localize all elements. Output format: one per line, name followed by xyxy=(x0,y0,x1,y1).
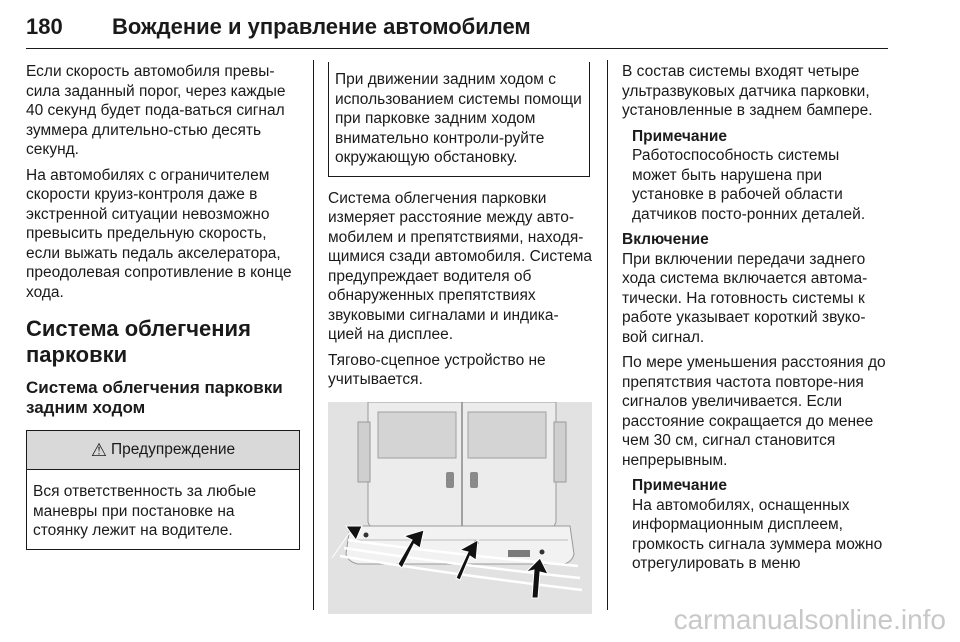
paragraph-sensors: В состав системы входят четыре ультразвуковых датчика парковки, установленные в заднем бампере. xyxy=(622,63,873,119)
column-left xyxy=(26,62,300,550)
caution-text: При движении задним ходом с использованием системы помощи при парковке задним ходом внимательно контроли-руйте окружающую обстановку. xyxy=(335,71,582,166)
warning-box xyxy=(26,430,300,550)
rear-bumper-sensors-figure xyxy=(328,402,592,614)
subsection-title: Система облегчения парковки задним ходом xyxy=(26,378,283,417)
warning-text: Вся ответственность за любые маневры при постановке на стоянку лежит на водителе. xyxy=(33,483,257,539)
section-title: Система облегчения парковки xyxy=(26,316,251,367)
note-1-text: Работоспособность системы может быть нарушена при установке в рабочей области датчиков посто-ронних деталей. xyxy=(632,147,866,223)
paragraph-activation: При включении передачи заднего хода система включается автома-тически. На готовность системы к работе указывает короткий звуко-вой сигнал. xyxy=(622,250,868,346)
page-number: 180 xyxy=(26,14,63,39)
header-divider xyxy=(26,48,888,49)
paragraph-speed-limiter: На автомобилях с ограничителем скорости круиз-контроля даже в экстренной ситуации невозможно превысить предельную скорость, если выжать педаль акселератора, преодолевая сопротивление в конце хода. xyxy=(26,166,292,301)
column-middle xyxy=(328,62,592,619)
note-1-title: Примечание xyxy=(632,127,727,145)
note-1 xyxy=(622,127,888,225)
paragraph-system-description: Система облегчения парковки измеряет расстояние между авто-мобилем и препятствиями, находя-щимися сзади автомобиля. Система предупреждает водителя об обнаруженных препятствиях звуковыми сигналами и индика-цией на дисплее. xyxy=(328,189,593,343)
page-header xyxy=(26,10,888,50)
warning-triangle-icon: ⚠ xyxy=(90,439,107,460)
column-divider-1 xyxy=(313,60,314,610)
column-right xyxy=(622,62,888,580)
paragraph-towbar: Тягово-сцепное устройство не учитывается. xyxy=(328,351,546,388)
warning-body xyxy=(27,470,299,549)
warning-header xyxy=(27,430,299,470)
paragraph-speed-buzzer: Если скорость автомобиля превы-сила заданный порог, через каждые 40 секунд будет пода-ваться сигнал зуммера длительно-стью десять секунд. xyxy=(26,63,286,158)
column-divider-2 xyxy=(607,60,608,610)
warning-title: Предупреждение xyxy=(110,441,236,458)
activation-title: Включение xyxy=(622,231,709,248)
note-2 xyxy=(622,476,888,574)
caution-box xyxy=(328,62,590,177)
chapter-title: Вождение и управление автомобилем xyxy=(112,14,531,39)
paragraph-signal-frequency: По мере уменьшения расстояния до препятствия частота повторе-ния сигналов увеличивается. Если расстояние сокращается до менее чем 30 см, сигнал становится непрерывным. xyxy=(622,354,886,469)
watermark: carmanualsonline.info xyxy=(673,604,946,635)
note-2-title: Примечание xyxy=(632,477,727,494)
note-2-text: На автомобилях, оснащенных информационным дисплеем, громкость сигнала зуммера можно отрегулировать в меню xyxy=(632,496,883,572)
